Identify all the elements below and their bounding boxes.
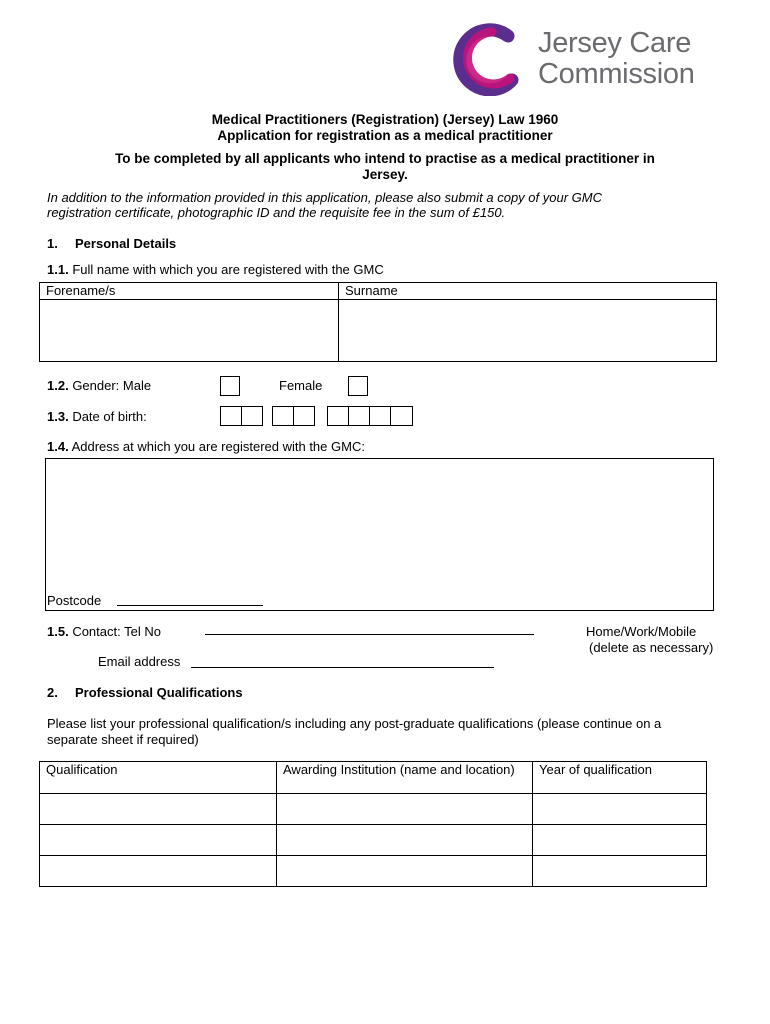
section-1-number: 1. <box>47 236 58 251</box>
postcode-field[interactable] <box>117 605 263 606</box>
dob-year-digit-4[interactable] <box>390 406 413 426</box>
forename-label: Forename/s <box>40 283 339 300</box>
name-table <box>39 282 717 362</box>
q14-text: Address at which you are registered with the GMC: <box>71 439 365 454</box>
female-label: Female <box>279 378 323 393</box>
year-cell[interactable] <box>533 856 707 887</box>
logo-line-2: Commission <box>538 58 695 90</box>
address-field[interactable] <box>45 458 714 611</box>
logo-text <box>538 28 695 90</box>
institution-cell[interactable] <box>277 794 533 825</box>
q14-number: 1.4. <box>47 439 69 454</box>
q15-text: Contact: Tel No <box>72 624 161 639</box>
year-cell[interactable] <box>533 825 707 856</box>
q12-text: Gender: Male <box>72 378 152 393</box>
dob-year-digit-3[interactable] <box>369 406 391 426</box>
institution-cell[interactable] <box>277 825 533 856</box>
surname-field[interactable] <box>339 300 717 362</box>
qualification-cell[interactable] <box>40 794 277 825</box>
intro-line-1: In addition to the information provided in this application, please also submit a copy of your GMC <box>47 190 602 205</box>
year-cell[interactable] <box>533 794 707 825</box>
table-row <box>40 794 707 825</box>
section-2-instruction-line1: Please list your professional qualification/s including any post-graduate qualifications (please continue on a <box>47 716 662 731</box>
delete-note: (delete as necessary) <box>589 640 714 655</box>
dob-month-digit-1[interactable] <box>272 406 294 426</box>
home-work-mobile-label: Home/Work/Mobile <box>586 624 697 639</box>
intro-line-2: registration certificate, photographic ID and the requisite fee in the sum of £150. <box>47 205 506 220</box>
qualifications-table <box>39 761 707 887</box>
qualification-cell[interactable] <box>40 825 277 856</box>
dob-month-digit-2[interactable] <box>293 406 315 426</box>
section-2-instruction-line2: separate sheet if required) <box>47 732 199 747</box>
email-label: Email address <box>98 654 181 669</box>
section-2-number: 2. <box>47 685 58 700</box>
year-of-qualification-header: Year of qualification <box>533 762 707 794</box>
q11-text: Full name with which you are registered with the GMC <box>72 262 384 277</box>
dob-year-digit-2[interactable] <box>348 406 370 426</box>
gender-male-checkbox[interactable] <box>220 376 240 396</box>
qualification-cell[interactable] <box>40 856 277 887</box>
q13-text: Date of birth: <box>72 409 147 424</box>
q11-number: 1.1. <box>47 262 69 277</box>
dob-year-digit-1[interactable] <box>327 406 349 426</box>
surname-label: Surname <box>339 283 717 300</box>
qualification-header: Qualification <box>40 762 277 794</box>
section-2-heading: Professional Qualifications <box>75 685 243 700</box>
postcode-label: Postcode <box>47 593 102 608</box>
table-row <box>40 856 707 887</box>
tel-no-field[interactable] <box>205 634 534 635</box>
form-title-application: Application for registration as a medical practitioner <box>217 128 553 143</box>
form-subtitle-line2: Jersey. <box>362 167 408 182</box>
table-row <box>40 825 707 856</box>
q13-number: 1.3. <box>47 409 69 424</box>
q12-number: 1.2. <box>47 378 69 393</box>
forename-field[interactable] <box>40 300 339 362</box>
q15-number: 1.5. <box>47 624 69 639</box>
section-1-heading: Personal Details <box>75 236 177 251</box>
logo-line-1: Jersey Care <box>538 27 692 59</box>
form-title-law: Medical Practitioners (Registration) (Jersey) Law 1960 <box>211 112 559 127</box>
institution-cell[interactable] <box>277 856 533 887</box>
qualifications-header-row <box>40 762 707 794</box>
jersey-care-commission-logo-icon <box>452 20 528 96</box>
dob-day-digit-1[interactable] <box>220 406 242 426</box>
gender-female-checkbox[interactable] <box>348 376 368 396</box>
form-subtitle-line1: To be completed by all applicants who intend to practise as a medical practitioner in <box>115 151 655 166</box>
email-field[interactable] <box>191 667 494 668</box>
awarding-institution-header: Awarding Institution (name and location) <box>277 762 533 794</box>
dob-day-digit-2[interactable] <box>241 406 263 426</box>
